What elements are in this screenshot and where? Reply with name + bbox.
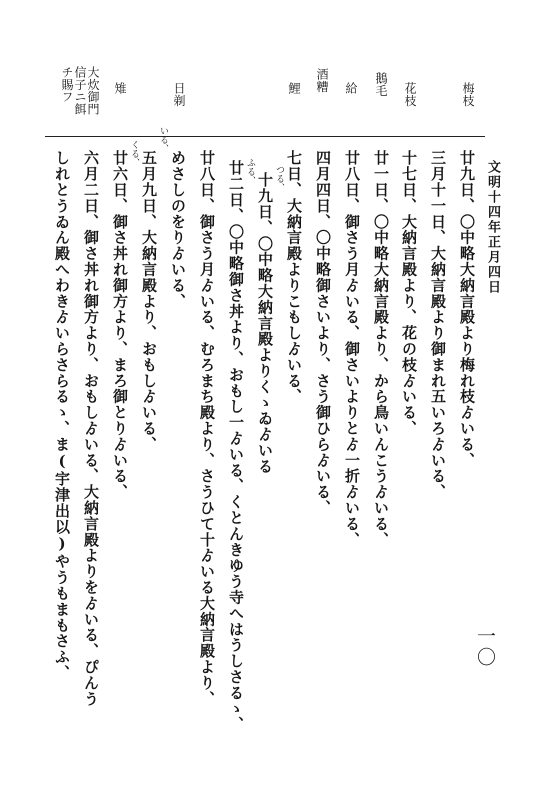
text-line: 廿一日、〇中略大納言殿より、から鳥いんこうゟいる、 — [372, 150, 390, 548]
text-line: 廿九日、〇中略大納言殿より梅れ枝ゟいる、 — [458, 150, 476, 468]
gloss-ooi-mikado: 大炊御門 — [86, 66, 100, 116]
interlinear-note: くる、 — [129, 140, 139, 167]
gloss-umegae: 梅枝 — [461, 82, 475, 107]
gloss-tamau: チ賜フ — [60, 66, 74, 103]
text-line: 五月九日、大納言殿より、おもしゟいる、 — [140, 150, 158, 453]
gloss-kyu: 給 — [344, 82, 358, 95]
text-line: 十九日、〇中略大納言殿よりくゝゐゟいる — [256, 172, 274, 475]
text-line: しれとうゐん殿へわきゟいらさらるゝ、ま(宇津出以)やうもまもさふ、 — [53, 150, 71, 681]
text-line: 廿六日、御さ丼れ御方より、まろ御とりゟいる、 — [111, 150, 129, 500]
header-rule — [45, 136, 485, 137]
text-line: 四月四日、〇中略御さいより、さう御ひらゟいる、 — [314, 150, 332, 516]
text-line: 廿八日、御さう月ゟいる、御さいよりとゟ一折ゟいる、 — [343, 150, 361, 548]
gloss-gamo: 鵝毛 — [374, 72, 388, 97]
interlinear-note: つる、 — [274, 165, 284, 192]
text-line: 六月二日、御さ丼れ御方より、おもしゟいる、大納言殿よりをゟいる、ぴんう — [82, 150, 100, 707]
gloss-nobuko-ni-e: 信子ニ餌 — [73, 66, 87, 116]
text-line: 十七日、大納言殿より、花の枝ゟいる、 — [400, 150, 418, 437]
gloss-sakekasu: 酒糟 — [315, 68, 329, 93]
gloss-hisori: 日剃 — [172, 82, 186, 107]
page-number: 一〇 — [474, 626, 496, 668]
text-line: 廿二日、〇中略御さ丼より、おもし一ゟいる、くとんきゆう寺へはうしさるゝ、 — [227, 160, 245, 733]
interlinear-note: ふる、 — [245, 158, 255, 185]
gloss-hanaeda: 花枝 — [403, 82, 417, 107]
date-heading: 文明十四年正月四日 — [485, 160, 500, 295]
gloss-koi: 鯉 — [287, 82, 301, 95]
text-line: 三月十一日、大納言殿より御まれ五いろゟいる、 — [429, 150, 447, 500]
text-line: 七日、大納言殿よりこもしゟいる、 — [285, 150, 303, 405]
text-line: めさしのをりゟいる、 — [169, 150, 187, 309]
text-line: 廿八日、御さう月ゟいる、むろまち殿より、さうひて十ゟいる大納言殿より、 — [198, 150, 216, 707]
gloss-kiji: 雉 — [113, 82, 127, 95]
interlinear-note: いる、 — [158, 126, 168, 153]
